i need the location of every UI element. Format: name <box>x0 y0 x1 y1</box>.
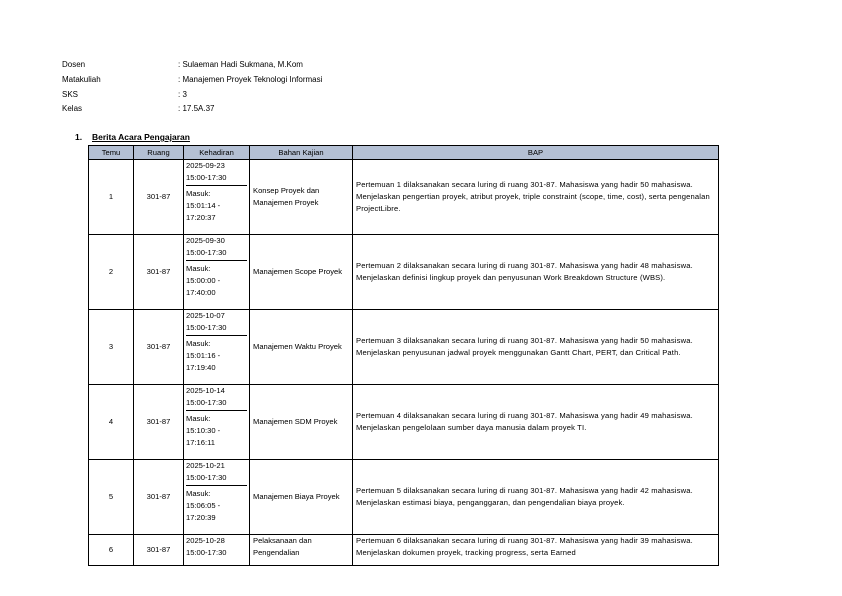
cell-bap: Pertemuan 3 dilaksanakan secara luring di ruang 301-87. Mahasiswa yang hadir 50 mahasiswa. Menjelaskan penyusunan jadwal proyek menggunakan Gantt Chart, PERT, dan Critical Path. <box>353 310 719 385</box>
cell-ruang: 301-87 <box>134 160 184 235</box>
cell-bap: Pertemuan 6 dilaksanakan secara luring di ruang 301-87. Mahasiswa yang hadir 39 mahasiswa. Menjelaskan dokumen proyek, tracking progress, serta Earned <box>353 535 719 566</box>
cell-kehadiran <box>184 160 250 235</box>
cell-temu: 4 <box>89 385 134 460</box>
attendance-time: Masuk: 15:00:00 - 17:40:00 <box>186 264 221 297</box>
schedule-time: 2025-09-30 15:00-17:30 <box>186 235 247 261</box>
cell-bap: Pertemuan 4 dilaksanakan secara luring di ruang 301-87. Mahasiswa yang hadir 49 mahasiswa. Menjelaskan pengelolaan sumber daya manusia dalam proyek TI. <box>353 385 719 460</box>
header-bap: BAP <box>353 146 719 160</box>
table-row <box>89 310 719 385</box>
cell-kehadiran <box>184 535 250 566</box>
bap-table <box>88 145 719 566</box>
attendance-time: Masuk: 15:10:30 - 17:16:11 <box>186 414 221 447</box>
cell-temu: 3 <box>89 310 134 385</box>
cell-kehadiran <box>184 310 250 385</box>
info-row-sks <box>62 88 322 103</box>
table-row <box>89 535 719 566</box>
table-row <box>89 385 719 460</box>
cell-kehadiran <box>184 385 250 460</box>
header-kehadiran: Kehadiran <box>184 146 250 160</box>
cell-kehadiran <box>184 235 250 310</box>
info-value: : 3 <box>178 89 187 99</box>
info-value: : Sulaeman Hadi Sukmana, M.Kom <box>178 60 303 69</box>
cell-bap: Pertemuan 5 dilaksanakan secara luring di ruang 301-87. Mahasiswa yang hadir 42 mahasiswa. Menjelaskan estimasi biaya, penganggaran, dan pengendalian biaya proyek. <box>353 460 719 535</box>
header-bahan-kajian: Bahan Kajian <box>250 146 353 160</box>
table-row <box>89 460 719 535</box>
cell-temu: 2 <box>89 235 134 310</box>
schedule-time: 2025-10-21 15:00-17:30 <box>186 460 247 486</box>
cell-bap: Pertemuan 2 dilaksanakan secara luring di ruang 301-87. Mahasiswa yang hadir 48 mahasiswa. Menjelaskan definisi lingkup proyek dan penyusunan Work Breakdown Structure (WBS). <box>353 235 719 310</box>
attendance-time: Masuk: 15:06:05 - 17:20:39 <box>186 489 221 522</box>
cell-ruang: 301-87 <box>134 460 184 535</box>
info-value: : Manajemen Proyek Teknologi Informasi <box>178 74 323 84</box>
cell-ruang: 301-87 <box>134 385 184 460</box>
cell-temu: 1 <box>89 160 134 235</box>
attendance-time: Masuk: 15:01:16 - 17:19:40 <box>186 339 221 372</box>
section-number: 1. <box>75 132 83 142</box>
cell-bahan-kajian: Manajemen Biaya Proyek <box>250 460 353 535</box>
table-header-row <box>89 146 719 160</box>
info-label: Kelas <box>62 104 83 114</box>
cell-ruang: 301-87 <box>134 235 184 310</box>
cell-bahan-kajian: Manajemen Waktu Proyek <box>250 310 353 385</box>
schedule-time: 2025-10-14 15:00-17:30 <box>186 385 247 411</box>
schedule-time: 2025-09-23 15:00-17:30 <box>186 160 247 186</box>
cell-bahan-kajian: Manajemen SDM Proyek <box>250 385 353 460</box>
header-ruang: Ruang <box>134 146 184 160</box>
cell-bahan-kajian: Konsep Proyek dan Manajemen Proyek <box>250 160 353 235</box>
course-info <box>62 58 322 117</box>
attendance-time: Masuk: 15:01:14 - 17:20:37 <box>186 189 221 222</box>
cell-temu: 5 <box>89 460 134 535</box>
cell-bahan-kajian: Manajemen Scope Proyek <box>250 235 353 310</box>
schedule-time: 2025-10-07 15:00-17:30 <box>186 310 247 336</box>
info-label: Dosen <box>62 60 86 69</box>
info-label: SKS <box>62 89 79 99</box>
cell-bap: Pertemuan 1 dilaksanakan secara luring di ruang 301-87. Mahasiswa yang hadir 50 mahasiswa. Menjelaskan pengertian proyek, atribut proyek, triple constraint (scope, time, cost), serta pengenalan ProjectLibre. <box>353 160 719 235</box>
header-temu: Temu <box>89 146 134 160</box>
table-row <box>89 160 719 235</box>
info-row-dosen <box>62 58 322 73</box>
info-row-matakuliah <box>62 73 322 88</box>
cell-bahan-kajian: Pelaksanaan dan Pengendalian <box>250 535 353 566</box>
info-value: : 17.5A.37 <box>178 104 215 114</box>
table-row <box>89 235 719 310</box>
schedule-time: 2025-10-28 15:00-17:30 <box>186 536 227 557</box>
cell-kehadiran <box>184 460 250 535</box>
cell-ruang: 301-87 <box>134 535 184 566</box>
info-label: Matakuliah <box>62 74 101 84</box>
section-heading <box>75 132 190 142</box>
info-row-kelas <box>62 102 322 117</box>
cell-temu: 6 <box>89 535 134 566</box>
section-title: Berita Acara Pengajaran <box>92 132 190 142</box>
cell-ruang: 301-87 <box>134 310 184 385</box>
